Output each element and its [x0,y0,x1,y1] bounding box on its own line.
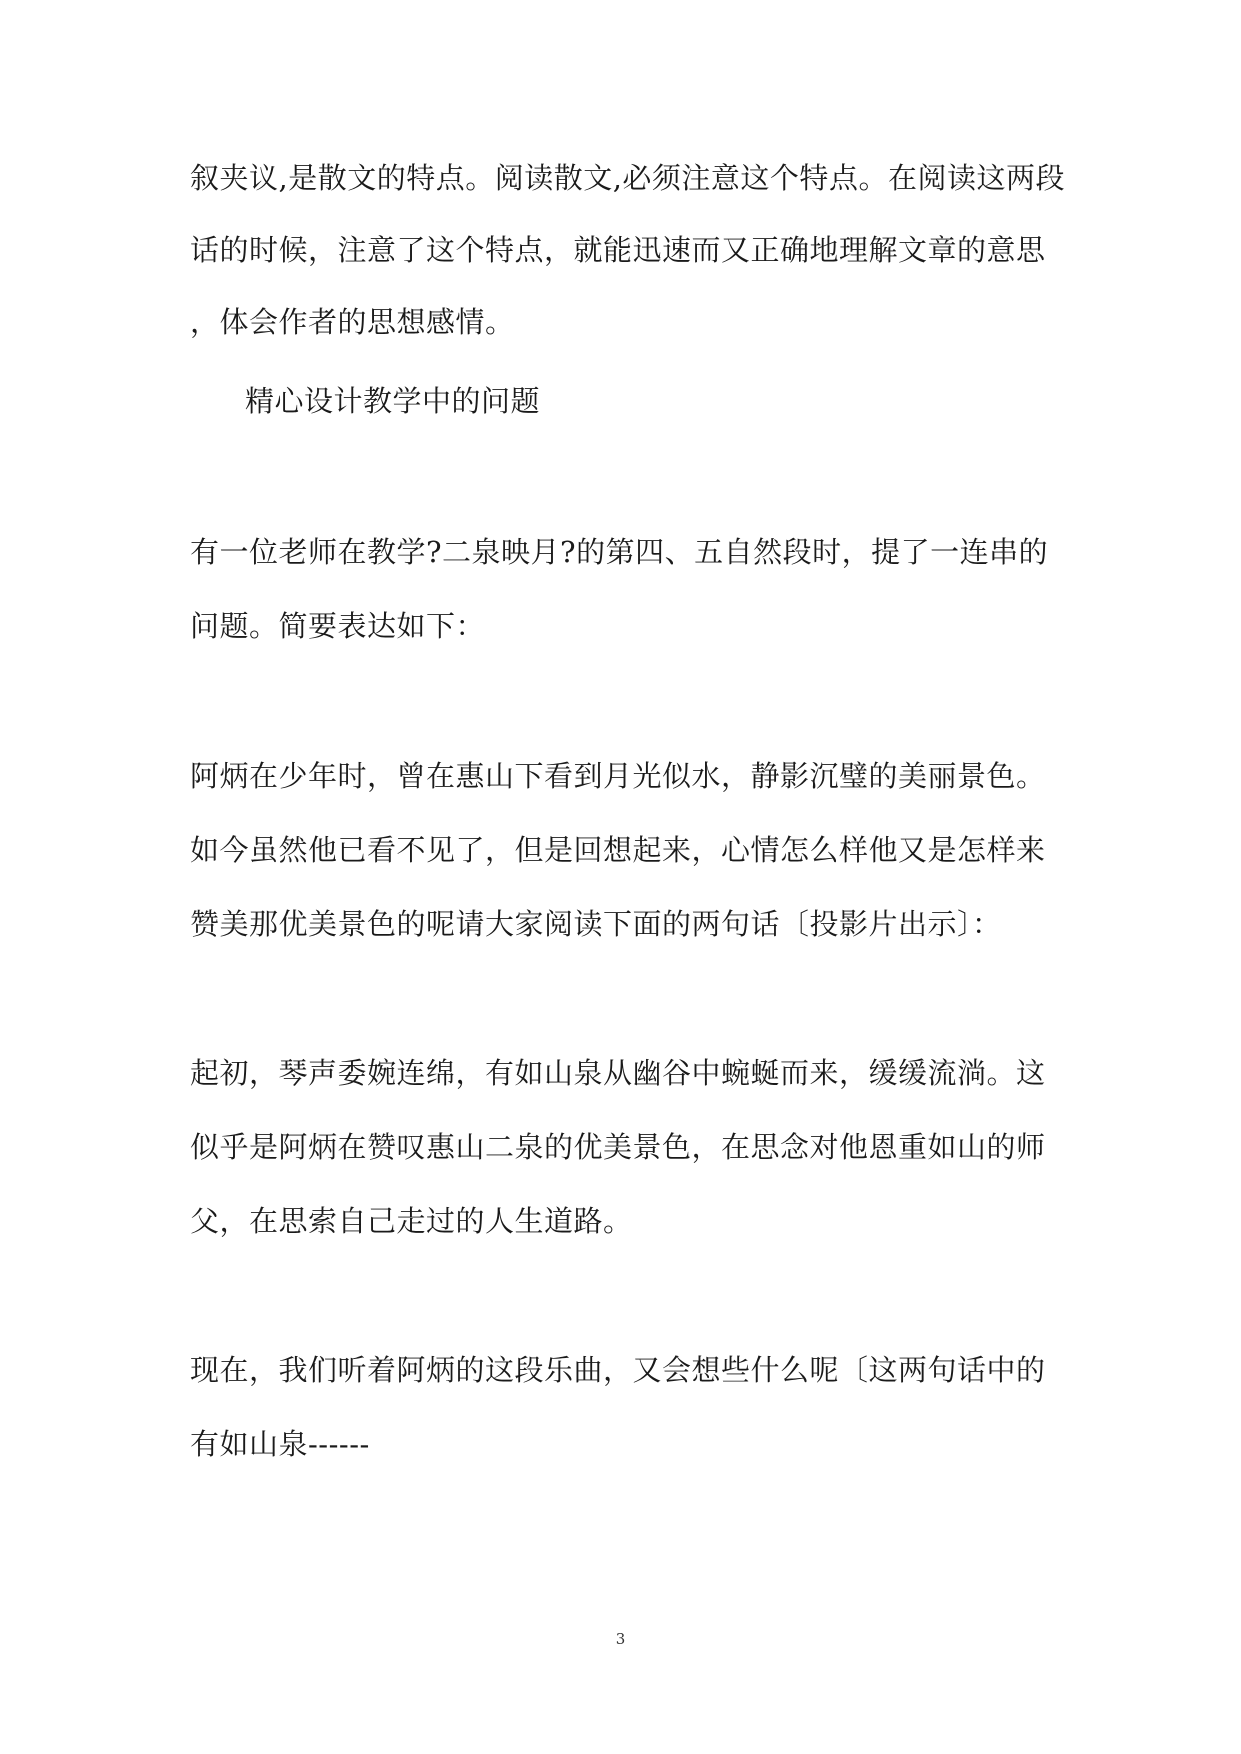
paragraph-line: ，体会作者的思想感情。 [190,305,515,339]
paragraph-line: 有一位老师在教学?二泉映月?的第四、五自然段时，提了一连串的 [190,535,1049,569]
paragraph-line: 起初，琴声委婉连绵，有如山泉从幽谷中蜿蜒而来，缓缓流淌。这 [190,1056,1046,1090]
paragraph-line: 阿炳在少年时，曾在惠山下看到月光似水，静影沉璧的美丽景色。 [190,759,1046,793]
paragraph-line: 叙夹议,是散文的特点。阅读散文,必须注意这个特点。在阅读这两段 [190,161,1065,195]
paragraph-line: 话的时候，注意了这个特点，就能迅速而又正确地理解文章的意思 [190,233,1046,267]
paragraph-line: 问题。简要表达如下： [190,609,486,643]
paragraph-line: 有如山泉------ [190,1427,370,1461]
page-number: 3 [615,1630,626,1648]
paragraph-line: 父，在思索自己走过的人生道路。 [190,1204,633,1238]
paragraph-line: 赞美那优美景色的呢请大家阅读下面的两句话〔投影片出示〕： [190,907,1002,941]
paragraph-line: 现在，我们听着阿炳的这段乐曲，又会想些什么呢〔这两句话中的 [190,1353,1046,1387]
paragraph-line: 似乎是阿炳在赞叹惠山二泉的优美景色，在思念对他恩重如山的师 [190,1130,1046,1164]
section-heading: 精心设计教学中的问题 [245,384,541,418]
paragraph-line: 如今虽然他已看不见了，但是回想起来，心情怎么样他又是怎样来 [190,833,1046,867]
